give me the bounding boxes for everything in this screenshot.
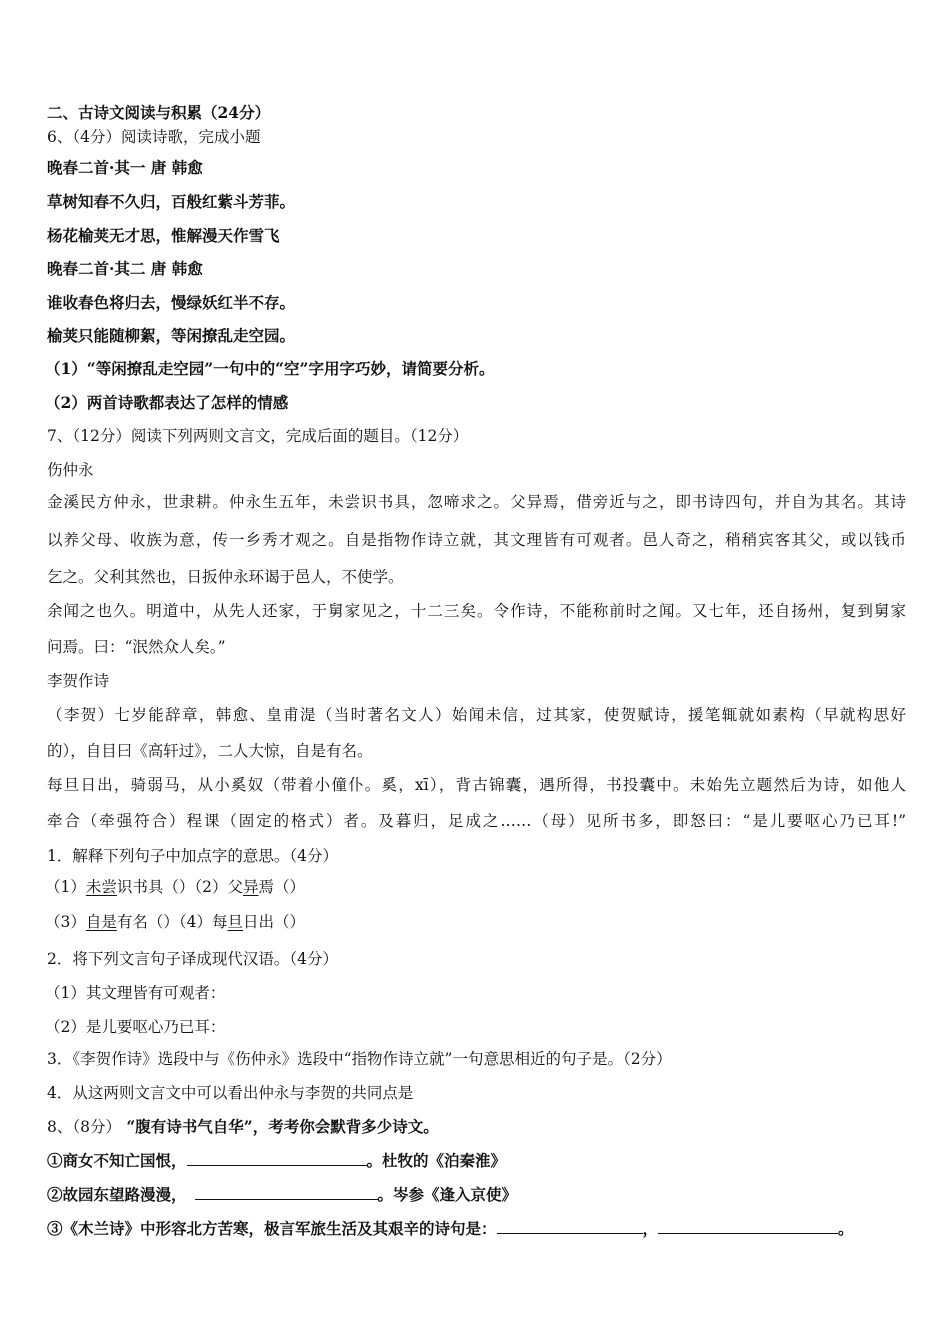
- text1-para2-line2: 问焉。曰：“泯然众人矣。”: [47, 638, 226, 656]
- q8-item3-prefix: ③《木兰诗》中形容北方苦寒，极言军旅生活及其艰辛的诗句是：: [47, 1219, 497, 1238]
- q7-sub1-items-b: [45, 912, 906, 932]
- q7-sub1-stem: 1．解释下列句子中加点字的意思。（4分）: [47, 847, 338, 865]
- q8-item3: [47, 1219, 906, 1239]
- q8-stem-text: “腹有诗书气自华”，考考你会默背多少诗文。: [120, 1117, 439, 1136]
- q7-sub1-items-a: [45, 877, 906, 897]
- poem2-line2: 榆荚只能随柳絮，等闲撩乱走空园。: [47, 326, 296, 345]
- q6-stem: 6、（4分）阅读诗歌，完成小题: [47, 128, 261, 146]
- text2-para2-line2: 牵合（牵强符合）程课（固定的格式）者。及暮归，足成之……（母）见所书多，即怒曰：“是儿要呕心乃已耳!”: [47, 812, 906, 830]
- q7-sub1-item2-suffix: 焉（）: [258, 878, 306, 896]
- q8-item3-separator: ，: [642, 1219, 659, 1238]
- q8-stem: [47, 1117, 906, 1137]
- q8-item3-blank2[interactable]: [658, 1219, 838, 1234]
- q7-sub2-item1: （1）其文理皆有可观者：: [45, 984, 226, 1002]
- q7-stem: 7、（12分）阅读下列两则文言文，完成后面的题目。（12分）: [47, 427, 469, 445]
- text1-para2-line1: 余闻之也久。明道中，从先人还家，于舅家见之，十二三矣。令作诗，不能称前时之闻。又七年，还自扬州，复到舅家: [47, 602, 906, 620]
- q7-sub1-item3-word: 自是: [85, 913, 117, 931]
- q8-item2-suffix: 。岑参《逢入京使》: [377, 1185, 518, 1204]
- text1-para1-line1: 金溪民方仲永，世隶耕。仲永生五年，未尝识书具，忽啼求之。父异焉，借旁近与之，即书诗四句，并自为其名。其诗: [47, 493, 906, 511]
- q8-item3-suffix: 。: [838, 1219, 854, 1238]
- q8-item2-prefix: ②故园东望路漫漫，: [47, 1185, 187, 1204]
- q7-sub2-stem: 2．将下列文言句子译成现代汉语。（4分）: [47, 950, 338, 968]
- q8-item1-blank[interactable]: [187, 1151, 367, 1166]
- q8-item2: [47, 1185, 906, 1205]
- poem1-title: 晚春二首·其一 唐 韩愈: [47, 158, 203, 177]
- q8-item1-suffix: 。杜牧的《泊秦淮》: [366, 1151, 507, 1170]
- q7-sub4: 4．从这两则文言文中可以看出仲永与李贺的共同点是: [47, 1084, 414, 1102]
- q6-sub1: （1）“等闲撩乱走空园”一句中的“空”字用字巧妙，请简要分析。: [45, 359, 495, 378]
- q7-sub1-item3-suffix: 有名（）（4）每: [116, 913, 228, 931]
- q7-sub1-item3-prefix: （3）: [45, 913, 86, 931]
- text2-title: 李贺作诗: [47, 672, 110, 690]
- q7-sub1-item2-word: 异: [243, 878, 259, 896]
- q7-sub3: 3．《李贺作诗》选段中与《伤仲永》选段中“指物作诗立就”一句意思相近的句子是。（2分）: [47, 1050, 672, 1068]
- q8-item1-prefix: ①商女不知亡国恨，: [47, 1151, 187, 1170]
- q7-sub1-item1-word: 未尝: [85, 878, 117, 896]
- poem2-line1: 谁收春色将归去，慢绿妖红半不存。: [47, 293, 296, 312]
- text1-title: 伤仲永: [47, 461, 94, 479]
- q7-sub1-item1-suffix: 识书具（）（2）父: [116, 878, 244, 896]
- q7-sub1-item4-suffix: 日出（）: [243, 913, 306, 931]
- section-heading: 二、古诗文阅读与积累（24分）: [47, 103, 271, 122]
- q7-sub1-item4-word: 旦: [227, 913, 244, 931]
- poem1-line1: 草树知春不久归，百般红紫斗芳菲。: [47, 192, 296, 211]
- q8-item3-blank1[interactable]: [497, 1219, 643, 1234]
- q8-item1: [47, 1151, 906, 1171]
- poem2-title: 晚春二首·其二 唐 韩愈: [47, 259, 203, 278]
- text2-para2-line1: 每旦日出，骑弱马，从小奚奴（带着小僮仆。奚，xī），背古锦囊，遇所得，书投囊中。未始先立题然后为诗，如他人: [47, 776, 906, 794]
- text1-para1-line3: 乞之。父利其然也，日扳仲永环谒于邑人，不使学。: [47, 568, 404, 586]
- text1-para1-line2: 以养父母、收族为意，传一乡秀才观之。自是指物作诗立就，其文理皆有可观者。邑人奇之，稍稍宾客其父，或以钱币: [47, 531, 906, 549]
- poem1-line2: 杨花榆荚无才思，惟解漫天作雪飞: [47, 226, 280, 245]
- q7-sub1-item1-prefix: （1）: [45, 878, 86, 896]
- text2-para1-line2: 的），自目曰《高轩过》，二人大惊，自是有名。: [47, 742, 373, 760]
- q8-stem-number: 8、（8分）: [47, 1118, 121, 1136]
- q8-item2-blank[interactable]: [195, 1185, 378, 1200]
- q7-sub2-item2: （2）是儿要呕心乃已耳：: [45, 1018, 226, 1036]
- q6-sub2: （2）两首诗歌都表达了怎样的情感: [45, 393, 289, 412]
- text2-para1-line1: （李贺）七岁能辞章，韩愈、皇甫湜（当时著名文人）始闻未信，过其家，使贺赋诗，援笔辄就如素构（早就构思好: [47, 706, 906, 724]
